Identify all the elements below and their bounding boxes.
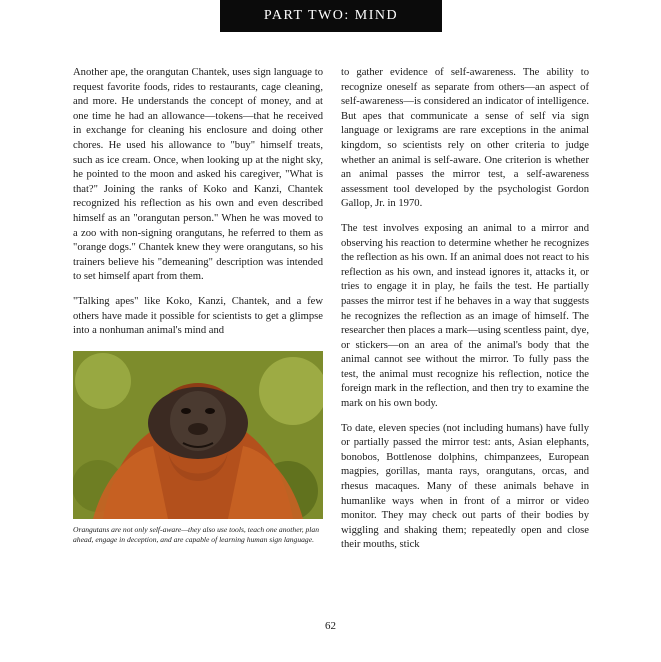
photo-caption: Orangutans are not only self-aware—they also use tools, teach one another, plan ahead, engage in deception, and are capable of learning human sign language. (73, 524, 319, 545)
page-number: 62 (325, 620, 336, 632)
paragraph: To date, eleven species (not including humans) have fully or partially passed the mirror test: ants, Asian elephants, bonobos, Bottlenose dolphins, chimpanzees, European magpies, gorillas, manta rays, orangutans, orcas, and rhesus macaques. Many of these animals behave in humanlike ways when in front of a mirror or video monitor. They may check out parts of their bodies by wiggling and shaking them; repeatedly open and close their mouths, stick (341, 422, 589, 551)
orangutan-illustration (73, 351, 323, 519)
left-column (73, 66, 323, 546)
section-header (220, 0, 442, 32)
paragraph: Another ape, the orangutan Chantek, uses sign language to request favorite foods, rides to restaurants, cage cleaning, and more. He understands the concept of money, and at one time he had an allowance—tokens—that he received in exchange for cleaning his enclosure and doing other chores. He used his allowance to "buy" himself treats, such as ice cream. Once, when looking up at the night sky, he pointed to the moon and asked his caregiver, "What is that?" Joining the ranks of Koko and Kanzi, Chantek recognized his reflection as his own and even described himself as an "orangutan person." When he was moved to a zoo with non-signing orangutans, he referred to them as "orange dogs." Chantek knew they were orangutans, so his trainers believe his "demeaning" description was intended to set himself apart from them. (73, 67, 323, 283)
paragraph: The test involves exposing an animal to a mirror and observing his reaction to determine whether he recognizes the reflection as his own. If an animal does not react to his reflection as his own, and instead ignores it, attacks it, or tries to engage it in play, he fails the test. He partially passes the mirror test if he behaves in a way that suggests he recognizes the reflection as an image of himself. The researcher then places a mark—using scentless paint, dye, or stickers—on an area of the animal's body that the animal cannot see without the mirror. To fully pass the test, the animal must recognize his reflection, notice the foreign mark in the reflection, and then try to examine the mark on his own body. (341, 222, 589, 410)
right-column (341, 66, 589, 563)
paragraph: to gather evidence of self-awareness. The ability to recognize oneself as separate from others—an aspect of self-awareness—is considered an indicator of intelligence. But apes that communicate a sense of self via sign language or lexigrams are rare exceptions in the animal kingdom, so scientists rely on other criteria to judge whether an animal is self-aware. One criterion is whether an animal passes the mirror test, a self-awareness assessment tool developed by the psychologist Gordon Gallop, Jr. in 1970. (341, 67, 589, 210)
orangutan-photo (73, 351, 323, 519)
paragraph: "Talking apes" like Koko, Kanzi, Chantek, and a few others have made it possible for scientists to get a glimpse into a nonhuman animal's mind and (73, 295, 323, 337)
section-title: PART TWO: MIND (263, 8, 399, 23)
